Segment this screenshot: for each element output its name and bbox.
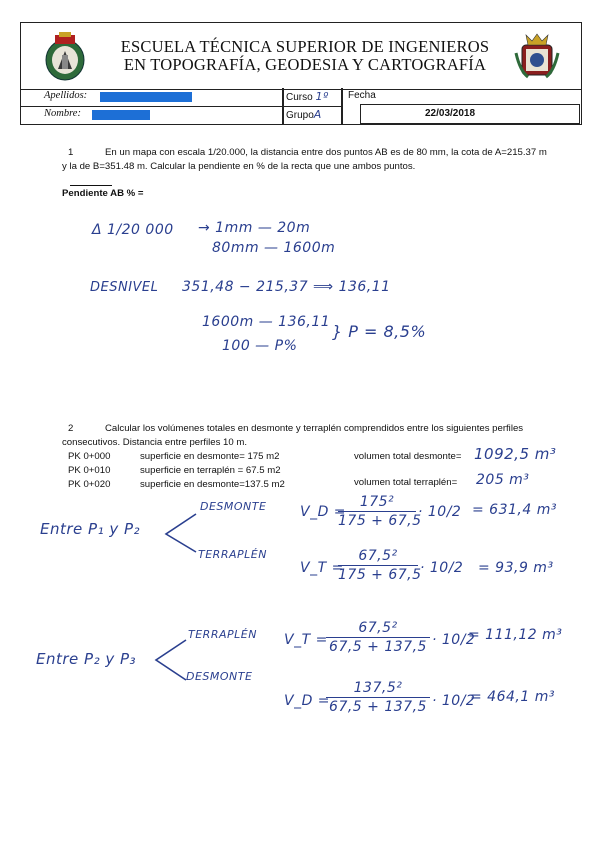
curso-label-text: Curso [286,92,313,103]
vol-terraplen-label: volumen total terraplén= [354,477,458,488]
hw-vt1-den: 175 + 67,5 [338,567,422,583]
segment-overline [70,185,112,187]
nombre-redacted-field [92,110,150,120]
pk-row-2-desc: superficie en terraplén = 67.5 m2 [140,465,281,476]
vol-desmonte-label: volumen total desmonte= [354,451,462,462]
hw-vt2-lhs: V_T = [284,632,328,648]
hw-scale: Δ 1/20 000 [92,222,174,238]
hw-entre-p1-p2: Entre P₁ y P₂ [40,520,141,538]
hw-vt2-result: = 111,12 m³ [468,627,563,643]
hw-vd1-lhs: V_D = [300,504,347,520]
q2-text-line1: Calcular los volúmenes totales en desmonte y terraplén comprendidos entre los siguientes perfiles [105,423,524,434]
vol-desmonte-value: 1092,5 m³ [474,445,557,463]
hw-vd2-mul: · 10/2 [432,693,476,709]
hw-distance-conversion: 80mm — 1600m [212,240,336,256]
hw-vd1-fraction [338,494,422,529]
hw-vd2-num: 137,5² [353,680,403,696]
hw-vt2-bar [326,637,430,638]
school-title [105,38,505,74]
hw-desnivel-label: DESNIVEL [90,280,159,295]
pk-row-1-desc: superficie en desmonte= 175 m2 [140,451,280,462]
hw-vt2-num: 67,5² [358,620,398,636]
hw-proportion-line2: 100 — P% [222,338,298,354]
hw-vd1-mul: · 10/2 [418,504,462,520]
hw-desmonte-1: DESMONTE [200,500,267,513]
pk-row-2-pk: PK 0+010 [68,465,111,476]
fecha-value: 22/03/2018 [425,108,476,119]
hw-vd1-num: 175² [359,494,395,510]
school-title-line2: EN TOPOGRAFÍA, GEODESIA Y CARTOGRAFÍA [123,55,487,74]
pk-row-3-desc: superficie en desmonte=137.5 m2 [140,479,285,490]
hw-vt1-fraction [338,548,422,583]
hw-bracket-2-icon [150,636,190,682]
hw-vt1-result: = 93,9 m³ [478,560,554,576]
hw-vd1-result: = 631,4 m³ [472,502,557,518]
curso-label [286,90,329,103]
pk-row-2 [68,464,110,477]
pk-row-3 [68,478,110,491]
fecha-label: Fecha [348,90,376,101]
info-row-divider [21,106,282,107]
hw-scale-equivalence: → 1mm — 20m [198,220,311,236]
grupo-value: A [313,108,322,121]
grupo-label-text: Grupo [286,110,314,121]
pk-row-1-pk: PK 0+000 [68,451,111,462]
pk-row-1 [68,450,110,463]
info-row-divider-2 [284,106,341,107]
hw-vt1-num: 67,5² [358,548,398,564]
q2-number: 2 [68,423,74,434]
info-divider-2 [341,88,343,124]
university-crest-right-icon [512,31,562,83]
q1-number: 1 [68,147,74,158]
hw-terraplen-1: TERRAPLÉN [198,548,267,561]
hw-vt2-den: 67,5 + 137,5 [329,639,427,655]
q1-answer-label: Pendiente AB % = [62,188,144,199]
q2-text-line2: consecutivos. Distancia entre perfiles 10 m. [62,437,248,448]
apellidos-redacted-field [100,92,192,102]
school-crest-left-icon [40,31,90,83]
hw-vd2-result: = 464,1 m³ [470,689,555,705]
apellidos-label: Apellidos: [44,90,88,101]
pk-row-3-pk: PK 0+020 [68,479,111,490]
hw-vt1-mul: · 10/2 [420,560,464,576]
hw-desmonte-2: DESMONTE [186,670,253,683]
hw-vt1-bar [338,565,418,566]
hw-vt2-fraction [326,620,430,655]
hw-vd2-lhs: V_D = [284,693,331,709]
vol-terraplen-value: 205 m³ [476,472,530,488]
hw-vd2-den: 67,5 + 137,5 [329,699,427,715]
school-title-line1: ESCUELA TÉCNICA SUPERIOR DE INGENIEROS [120,37,490,56]
hw-vd1-den: 175 + 67,5 [338,513,422,529]
grupo-label [286,108,322,121]
hw-vd2-fraction [326,680,430,715]
hw-vt2-mul: · 10/2 [432,632,476,648]
curso-value: 1º [315,90,329,103]
hw-terraplen-2: TERRAPLÉN [188,628,257,641]
q1-text-line2: y la de B=351.48 m. Calcular la pendiente en % de la recta que une ambos puntos. [62,161,416,172]
hw-entre-p2-p3: Entre P₂ y P₃ [36,650,137,668]
hw-slope-result: } P = 8,5% [332,322,427,341]
hw-desnivel-calc: 351,48 − 215,37 ⟹ 136,11 [182,279,391,295]
q1-text-line1: En un mapa con escala 1/20.000, la distancia entre dos puntos AB es de 80 mm, la cota de A=215.37 m [105,147,547,158]
hw-vd1-bar [338,511,416,512]
hw-vd2-bar [326,697,430,698]
hw-proportion-line1: 1600m — 136,11 [202,314,331,330]
hw-bracket-1-icon [160,510,200,554]
hw-vt1-lhs: V_T = [300,560,344,576]
nombre-label: Nombre: [44,108,81,119]
